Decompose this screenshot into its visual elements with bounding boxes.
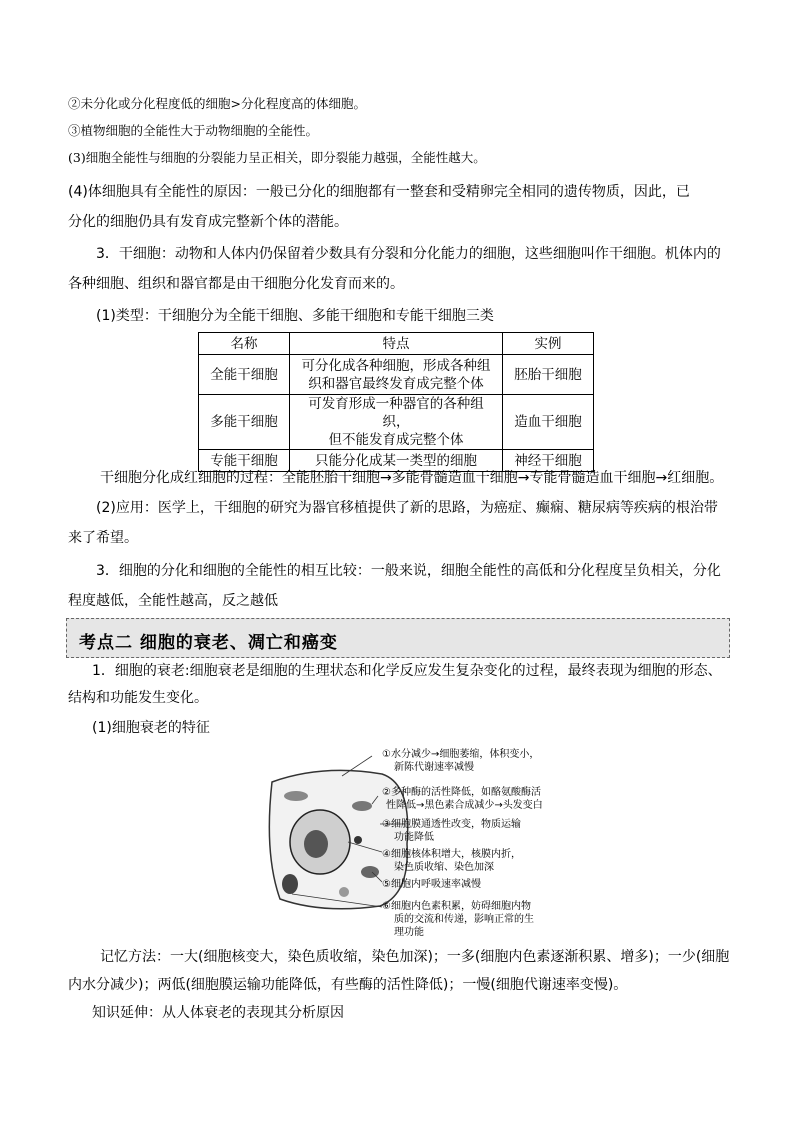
text-line: 干细胞分化成红细胞的过程：全能胚胎干细胞→多能骨髓造血干细胞→专能骨髓造血干细胞→红细胞。: [100, 470, 724, 486]
text-line: (3)细胞全能性与细胞的分裂能力呈正相关，即分裂能力越强，全能性越大。: [68, 150, 486, 165]
table-cell: 只能分化成某一类型的细胞: [290, 450, 503, 472]
cell-text: 可分化成各种细胞，形成各种组: [301, 357, 491, 374]
text-line: 来了希望。: [68, 530, 138, 546]
annotation: 性降低→黑色素合成减少→头发变白: [386, 800, 543, 811]
annotation: 质的交流和传递，影响正常的生: [394, 914, 534, 925]
text-line: 程度越低，全能性越高，反之越低: [68, 593, 278, 609]
text-line: 结构和功能发生变化。: [68, 690, 208, 706]
table-header: 实例: [503, 333, 594, 355]
text-line: 知识延伸：从人体衰老的表现其分析原因: [92, 1005, 344, 1021]
text-line: 各种细胞、组织和器官都是由干细胞分化发育而来的。: [68, 276, 404, 292]
text-line: 分化的细胞仍具有发育成完整新个体的潜能。: [68, 214, 348, 230]
annotation: 新陈代谢速率减慢: [394, 762, 474, 773]
text-line: 记忆方法：一大(细胞核变大，染色质收缩，染色加深)；一多(细胞内色素逐渐积累、增多)；一少(细胞: [100, 949, 730, 965]
cell-text: 但不能发育成完整个体: [328, 432, 464, 448]
table-header: 名称: [199, 333, 290, 355]
annotation: ⑤细胞内呼吸速率减慢: [382, 879, 481, 890]
text-line: (4)体细胞具有全能性的原因：一般已分化的细胞都有一整套和受精卵完全相同的遗传物质，因此，已: [68, 184, 690, 200]
table-cell: 神经干细胞: [503, 450, 594, 472]
annotation: ②多种酶的活性降低，如酪氨酸酶活: [382, 787, 541, 798]
annotation: 理功能: [394, 927, 424, 938]
cell-text: 可发育形成一种器官的各种组织，: [308, 396, 484, 430]
text-line: 3．干细胞：动物和人体内仍保留着少数具有分裂和分化能力的细胞，这些细胞叫作干细胞。机体内的: [96, 246, 721, 262]
table-cell: [290, 355, 503, 395]
annotation: ④细胞核体积增大，核膜内折，: [382, 849, 521, 860]
table-header: 特点: [290, 333, 503, 355]
table-cell: 多能干细胞: [199, 395, 290, 450]
annotation: ③细胞膜通透性改变，物质运输: [382, 819, 521, 830]
table-cell: 胚胎干细胞: [503, 355, 594, 395]
section-header: [66, 618, 730, 658]
cell-text: 织和器官最终发育成完整个体: [308, 375, 484, 392]
text-line: (2)应用：医学上，干细胞的研究为器官移植提供了新的思路，为癌症、癫痫、糖尿病等疾病的根治带: [96, 500, 718, 516]
annotation: 染色质收缩、染色加深: [394, 862, 494, 873]
text-line: ③植物细胞的全能性大于动物细胞的全能性。: [68, 123, 319, 138]
annotation: 功能降低: [394, 832, 434, 843]
table-cell: 造血干细胞: [503, 395, 594, 450]
text-line: 内水分减少)；两低(细胞膜运输功能降低，有些酶的活性降低)；一慢(细胞代谢速率变慢)。: [68, 977, 628, 993]
table-row: [199, 355, 594, 395]
table-cell: [290, 395, 503, 450]
table-cell: 全能干细胞: [199, 355, 290, 395]
annotation: ①水分减少→细胞萎缩，体积变小，: [382, 749, 540, 760]
text-line: ②未分化或分化程度低的细胞>分化程度高的体细胞。: [68, 96, 366, 111]
stem-cell-table: [198, 332, 594, 472]
text-line: 1．细胞的衰老:细胞衰老是细胞的生理状态和化学反应发生复杂变化的过程，最终表现为细胞的形态、: [92, 663, 722, 679]
table-cell: 专能干细胞: [199, 450, 290, 472]
section-title: 考点二 细胞的衰老、凋亡和癌变: [79, 633, 338, 653]
text-line: (1)类型：干细胞分为全能干细胞、多能干细胞和专能干细胞三类: [96, 308, 494, 324]
table-row: [199, 395, 594, 450]
text-line: (1)细胞衰老的特征: [92, 720, 210, 736]
aging-cell-figure: [262, 744, 552, 944]
annotation: ⑥细胞内色素积累，妨碍细胞内物: [382, 901, 531, 912]
text-line: 3．细胞的分化和细胞的全能性的相互比较：一般来说，细胞全能性的高低和分化程度呈负相关，分化: [96, 563, 721, 579]
